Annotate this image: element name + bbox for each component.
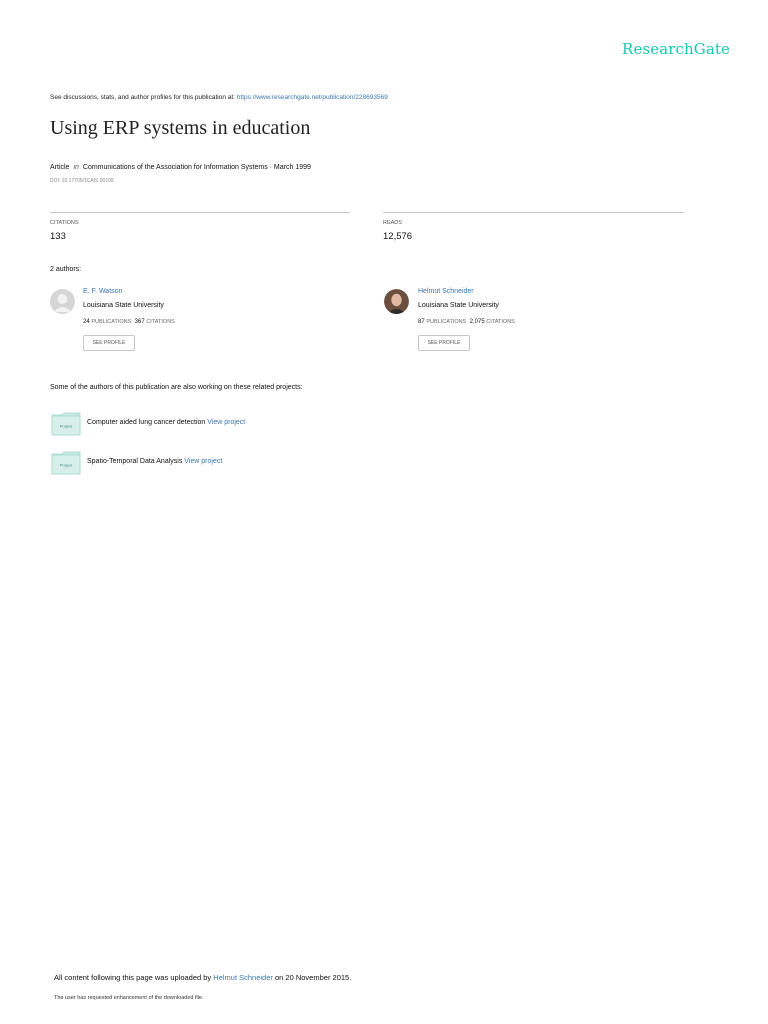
divider-right [383,212,684,213]
author-institution: Louisiana State University [83,302,164,309]
project-icon-label: Project [59,462,73,468]
citations-label: CITATIONS [486,319,515,325]
discussion-note [50,94,388,101]
project-icon [51,451,81,473]
reads-value: 12,576 [383,231,413,242]
related-projects-heading: Some of the authors of this publication are also working on these related projects: [50,384,303,391]
author-institution: Louisiana State University [418,302,499,309]
project-icon [51,412,81,434]
see-profile-button[interactable]: SEE PROFILE [83,335,135,351]
citations-value: 133 [50,231,66,242]
citations-count: 367 [134,319,145,325]
project-item [87,458,222,465]
page-title: Using ERP systems in education [50,117,311,139]
author-name-schneider[interactable]: Helmut Schneider [418,288,474,295]
publications-label: PUBLICATIONS [91,319,132,325]
article-type: Article [50,164,70,171]
citations-count: 2,075 [469,319,485,325]
upload-note [54,973,351,982]
project-title: Computer aided lung cancer detection [87,419,206,426]
project-icon-label: Project [59,423,73,429]
article-in: in [73,164,79,171]
reads-label: READS [383,220,402,226]
discussion-text: See discussions, stats, and author profiles for this publication at: [50,94,237,101]
divider-left [50,212,350,213]
upload-suffix: on 20 November 2015. [272,973,352,982]
article-meta [50,164,311,171]
user-silhouette-icon [50,289,75,314]
authors-heading: 2 authors: [50,266,82,273]
author-photo-icon [384,289,409,314]
project-item [87,419,245,426]
citations-label: CITATIONS [146,319,175,325]
author-stats [418,319,515,325]
publication-link[interactable]: https://www.researchgate.net/publication/228693569 [236,94,388,101]
see-profile-button[interactable]: SEE PROFILE [418,335,470,351]
publications-count: 87 [418,319,425,325]
upload-prefix: All content following this page was uploaded by [54,973,214,982]
researchgate-logo[interactable]: ResearchGate [622,40,730,58]
publications-count: 24 [83,319,90,325]
uploader-link[interactable]: Helmut Schneider [213,973,273,982]
journal-name: Communications of the Association for Information Systems · March 1999 [82,164,311,171]
doi: DOI: 10.17705/1CAIS.00109 [50,178,114,184]
view-project-link[interactable]: View project [184,458,223,465]
author-name-watson[interactable]: E. F. Watson [83,288,123,295]
enhancement-note: The user has requested enhancement of the downloaded file. [54,995,204,1001]
avatar[interactable] [384,289,409,314]
avatar-placeholder[interactable] [50,289,75,314]
publications-label: PUBLICATIONS [426,319,467,325]
project-title: Spatio-Temporal Data Analysis [87,458,183,465]
view-project-link[interactable]: View project [207,419,246,426]
author-stats [83,319,175,325]
citations-label: CITATIONS [50,220,79,226]
